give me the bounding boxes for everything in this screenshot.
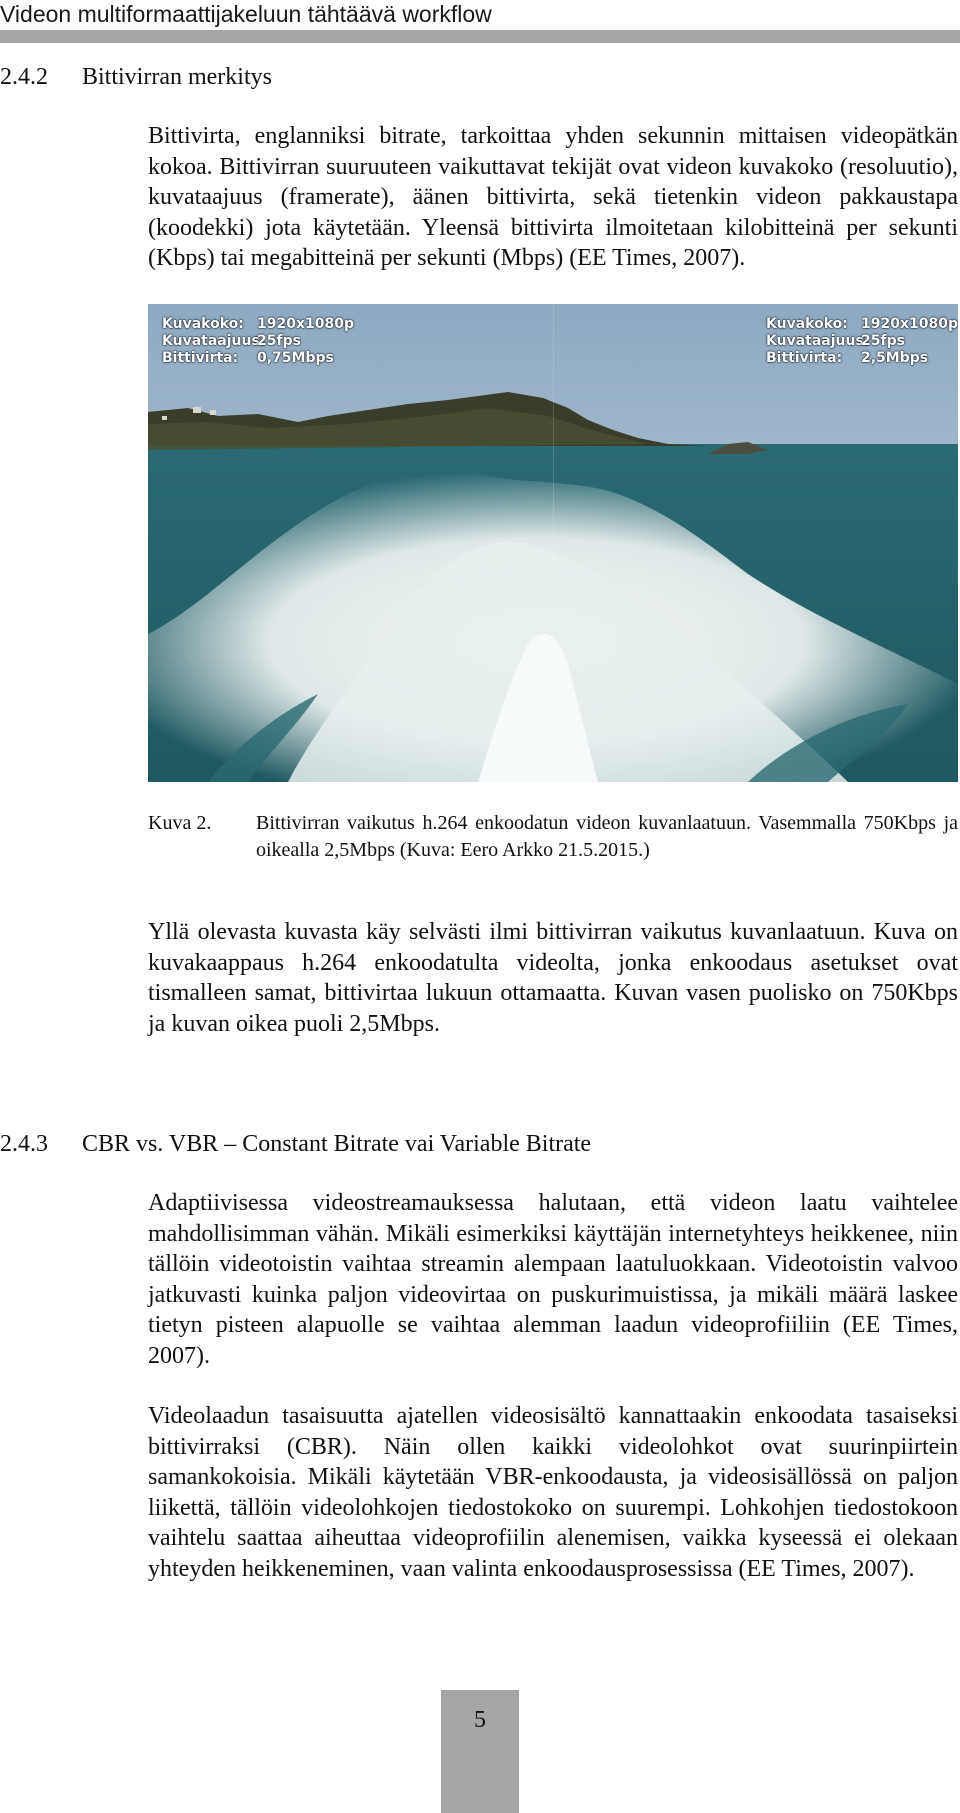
overlay-right-size-row — [766, 316, 958, 333]
section-title: Bittivirran merkitys — [82, 64, 272, 90]
page-number: 5 — [474, 1707, 486, 1733]
caption-text: Bittivirran vaikutus h.264 enkoodatun videon kuvanlaatuun. Vasemmalla 750Kbps ja oikealla 2,5Mbps (Kuva: Eero Arkko 21.5.2015.) — [256, 812, 958, 861]
overlay-right-specs — [766, 316, 958, 367]
section-number: 2.4.3 — [0, 1131, 48, 1157]
paragraph-bitrate-definition: Bittivirta, englanniksi bitrate, tarkoittaa yhden sekunnin mittaisen videopätkän kokoa. Bittivirran suuruuteen vaikuttavat tekijät ovat videon kuvakoko (resoluutio), kuvataajuus (framerate), äänen bittivirta, sekä tietenkin videon pakkaustapa (koodekki) jota käytetään. Yleensä bittivirta ilmoitetaan kilobitteinä per sekunti (Kbps) tai megabitteinä per sekunti (Mbps) (EE Times, 2007). — [148, 123, 958, 271]
overlay-left-bitrate-value: 0,75Mbps — [257, 350, 334, 366]
overlay-right-fps-value: 25fps — [861, 333, 905, 349]
caption-label: Kuva 2. — [148, 812, 212, 834]
bitrate-comparison-figure — [148, 304, 958, 782]
section-title: CBR vs. VBR – Constant Bitrate vai Variable Bitrate — [82, 1131, 592, 1157]
overlay-right-fps-row — [766, 333, 958, 350]
figure-caption — [148, 810, 958, 864]
paragraph-figure-explanation: Yllä olevasta kuvasta käy selvästi ilmi bittivirran vaikutus kuvanlaatuun. Kuva on kuvakaappaus h.264 enkoodatulta videolta, jonka enkoodaus asetukset ovat tismalleen samat, bittivirtaa lukuun ottamaatta. Kuvan vasen puolisko on 750Kbps ja kuvan oikea puoli 2,5Mbps. — [148, 919, 958, 1037]
paragraph-cbr-vbr: Videolaadun tasaisuutta ajatellen videosisältö kannattaakin enkoodata tasaiseksi bittivirraksi (CBR). Näin ollen kaikki videolohkot ovat suurinpiirtein samankokoisia. Mikäli käytetään VBR-enkoodausta, ja videosisällössä on paljon liikettä, tällöin videolohkojen tiedostokoko on suurempi. Lohkohjen tiedostokoon vaihtelu saattaa aiheuttaa videoprofiilin alenemisen, vaikka kyseessä ei olekaan yhteyden heikkeneminen, vaan valinta enkoodausprosessissa (EE Times, 2007). — [148, 1403, 958, 1582]
overlay-left-size-value: 1920x1080p — [257, 316, 354, 332]
overlay-left-fps-row — [162, 333, 354, 350]
overlay-right-bitrate-row — [766, 350, 958, 367]
section-heading-2-4-2 — [0, 62, 272, 92]
page-number-box — [441, 1690, 519, 1813]
header-rule — [0, 30, 960, 43]
overlay-left-fps-label: Kuvataajuus: — [162, 333, 266, 349]
overlay-left-bitrate-label: Bittivirta: — [162, 350, 239, 366]
section-number: 2.4.2 — [0, 64, 48, 90]
overlay-right-size-value: 1920x1080p — [861, 316, 958, 332]
section-heading-2-4-3 — [0, 1129, 591, 1159]
overlay-left-size-row — [162, 316, 354, 333]
overlay-right-bitrate-value: 2,5Mbps — [861, 350, 929, 366]
overlay-left-fps-value: 25fps — [257, 333, 301, 349]
running-header: Videon multiformaattijakeluun tähtäävä workflow — [0, 1, 492, 27]
overlay-left-specs — [162, 316, 354, 367]
paragraph-adaptive-streaming: Adaptiivisessa videostreamauksessa halutaan, että videon laatu vaihtelee mahdollisimman vähän. Mikäli esimerkiksi käyttäjän internetyhteys heikkenee, niin tällöin videotoistin vaihtaa streamin alempaan laatuluokkaan. Videotoistin valvoo jatkuvasti kuinka paljon videovirtaa on puskurimuistissa, ja mikäli määrä laskee tietyn pisteen alapuolle se vaihtaa alemman laadun videoprofiiliin (EE Times, 2007). — [148, 1190, 958, 1369]
overlay-left-bitrate-row — [162, 350, 354, 367]
overlay-right-fps-label: Kuvataajuus: — [766, 333, 870, 349]
overlay-left-size-label: Kuvakoko: — [162, 316, 244, 332]
overlay-right-bitrate-label: Bittivirta: — [766, 350, 843, 366]
overlay-right-size-label: Kuvakoko: — [766, 316, 848, 332]
seascape-photo — [148, 304, 958, 782]
